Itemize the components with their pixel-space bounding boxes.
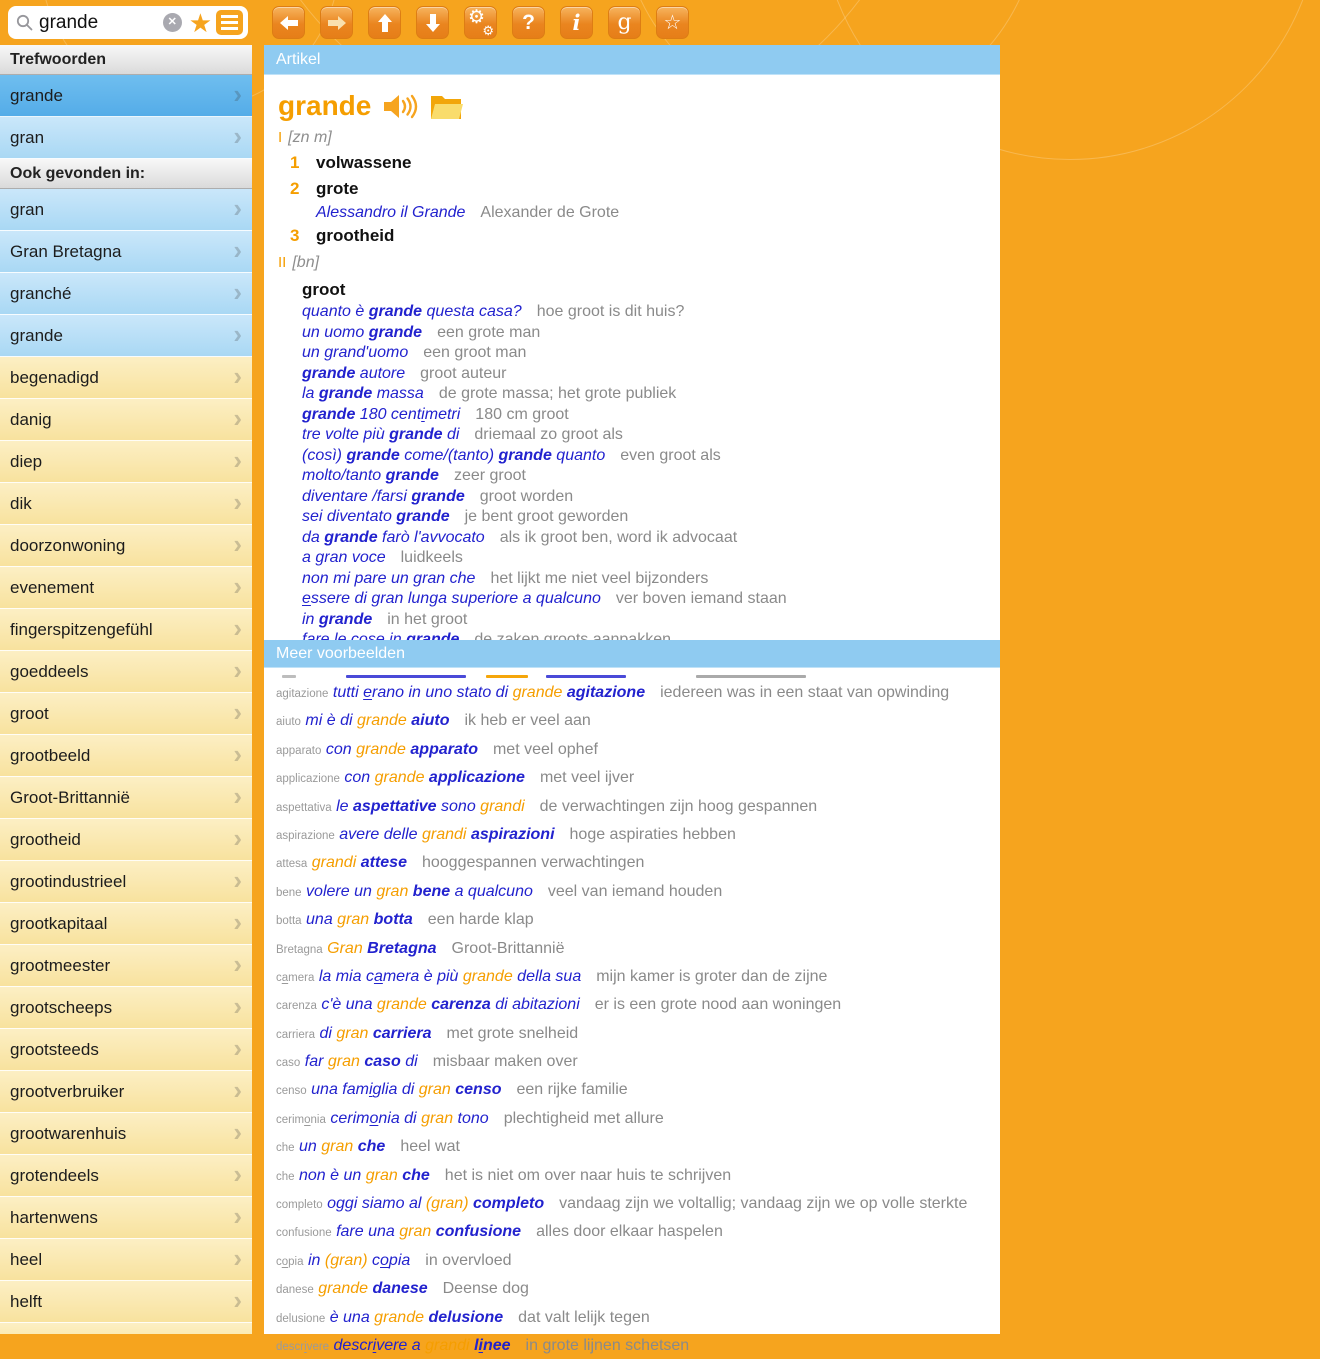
more-examples-panel (264, 640, 1000, 1354)
chevron-right-icon: › (233, 949, 242, 979)
article-panel (264, 45, 1000, 640)
more-example-row: botta una gran botta een harde klap (276, 911, 534, 929)
info-icon: i (572, 10, 581, 35)
clipped-example-row (276, 672, 986, 681)
example-translation: Deense dog (442, 1280, 529, 1298)
chevron-right-icon: › (233, 277, 242, 307)
chevron-right-icon: › (233, 613, 242, 643)
sense-item (278, 150, 990, 176)
arrow-right-icon (327, 15, 347, 31)
example-translation: hooggespannen verwachtingen (421, 854, 645, 872)
star-outline-icon: ☆ (663, 12, 682, 34)
results-sidebar (0, 45, 252, 1334)
sidebar-item-evenement[interactable] (0, 567, 252, 609)
chevron-right-icon: › (233, 697, 242, 727)
next-entry-button[interactable] (416, 6, 449, 39)
example-translation: 180 cm groot (475, 405, 569, 423)
sense-number: 1 (290, 153, 300, 172)
sidebar-item-gran[interactable] (0, 189, 252, 231)
example-translation: iedereen was in een staat van opwinding (660, 684, 950, 701)
more-example-row: apparato con grande apparato met veel ophef (276, 740, 598, 758)
sense-example: Alessandro il Grande Alexander de Grote (316, 204, 620, 221)
clear-search-icon[interactable]: ✕ (163, 13, 182, 32)
example-translation: een groot man (423, 344, 527, 361)
more-example-row: Bretagna Gran Bretagna Groot-Brittannië (276, 939, 565, 957)
sense-item (278, 176, 990, 202)
sidebar-item-label: Groot-Brittannië (10, 788, 130, 807)
example-translation: Groot-Brittannië (451, 939, 565, 957)
sidebar-item-grande[interactable] (0, 315, 252, 357)
example-translation: dat valt lelijk tegen (518, 1308, 650, 1326)
chevron-right-icon: › (233, 823, 242, 853)
help-button[interactable] (512, 6, 545, 39)
example-translation: een grote man (437, 323, 541, 341)
example-translation: het is niet om over naar huis te schrijven (444, 1166, 732, 1184)
chevron-right-icon: › (233, 865, 242, 895)
more-example-row: confusione fare una gran confusione alles door elkaar haspelen (276, 1223, 723, 1241)
chevron-right-icon: › (233, 781, 242, 811)
sidebar-item-label: begenadigd (10, 368, 99, 387)
gear-icon: ⚙ (482, 23, 494, 38)
sidebar-item-label: gran (10, 128, 45, 147)
chevron-right-icon: › (233, 79, 242, 109)
example-translation: in grote lijnen schetsen (525, 1336, 690, 1354)
sidebar-item-grootverbruiker[interactable] (0, 1071, 252, 1113)
example-translation: een harde klap (427, 911, 534, 929)
more-example-row: copia in (gran) copia in overvloed (276, 1251, 512, 1269)
example-translation: plechtigheid met allure (503, 1109, 664, 1127)
chevron-right-icon: › (233, 319, 242, 349)
search-field[interactable] (8, 6, 248, 39)
sense-number: 3 (290, 226, 300, 245)
word-list-button[interactable] (216, 10, 243, 35)
example-line: un uomo grande een grote man (302, 323, 541, 341)
sidebar-item-label: grootbeeld (10, 746, 91, 765)
example-translation: met grote snelheid (446, 1024, 579, 1042)
sidebar-item-label: Gran Bretagna (10, 242, 122, 261)
example-line: diventare /farsi grande groot worden (302, 487, 574, 505)
sidebar-item-label: grootheid (10, 830, 81, 849)
more-example-row: completo oggi siamo al (gran) completo vandaag zijn we voltallig; vandaag zijn we op volle sterkte (276, 1195, 968, 1213)
sidebar-section-header: Trefwoorden (0, 45, 252, 75)
example-line: non mi pare un gran che het lijkt me niet veel bijzonders (302, 569, 709, 587)
sidebar-item-label: grootkapitaal (10, 914, 108, 933)
example-translation: even groot als (620, 446, 721, 464)
sense-item (278, 223, 990, 249)
headword: grande (278, 90, 372, 121)
navigation-toolbar (272, 6, 689, 39)
example-translation: veel van iemand houden (547, 882, 723, 900)
g-icon: g (617, 10, 632, 35)
sidebar-item-label: hartenwens (10, 1208, 98, 1227)
more-example-row: aspirazione avere delle grandi aspirazioni hoge aspiraties hebben (276, 825, 736, 843)
sense-label: volwassene (316, 153, 412, 172)
chevron-right-icon: › (233, 487, 242, 517)
chevron-right-icon: › (233, 991, 242, 1021)
chevron-right-icon: › (233, 655, 242, 685)
example-translation: luidkeels (400, 549, 463, 566)
sidebar-item-danig[interactable] (0, 399, 252, 441)
sidebar-item-label: evenement (10, 578, 95, 597)
adjective-sense-label: groot (302, 280, 346, 299)
more-example-row: cerimonia cerimonia di gran tono plechtigheid met allure (276, 1109, 664, 1127)
sidebar-item-label: grootsteeds (10, 1040, 99, 1059)
add-favorite-button[interactable] (656, 6, 689, 39)
example-line: grande 180 centimetri 180 cm groot (302, 405, 569, 423)
example-translation: mijn kamer is groter dan de zijne (596, 967, 828, 985)
example-line: da grande farò l'avvocato als ik groot ben, word ik advocaat (302, 528, 738, 546)
noun-senses (278, 150, 990, 249)
sidebar-item-goeddeels[interactable] (0, 651, 252, 693)
sidebar-item-label: grootverbruiker (10, 1082, 125, 1101)
sense-number: 2 (290, 179, 300, 198)
example-line: a gran voce luidkeels (302, 549, 463, 566)
sidebar-item-begenadigd[interactable] (0, 357, 252, 399)
more-example-row: attesa grandi attese hooggespannen verwachtingen (276, 854, 645, 872)
example-translation: met veel ophef (492, 740, 598, 758)
chevron-right-icon: › (233, 529, 242, 559)
sidebar-item-label: grootwarenhuis (10, 1124, 127, 1143)
search-icon (16, 14, 33, 31)
more-examples-title: Meer voorbeelden (264, 640, 1000, 668)
example-translation: met veel ijver (539, 769, 635, 787)
example-translation: de verwachtingen zijn hoog gespannen (539, 797, 818, 815)
pos-roman: II (278, 254, 287, 271)
chevron-right-icon: › (233, 1159, 242, 1189)
sidebar-item-label: grande (10, 86, 63, 105)
more-example-row: delusione è una grande delusione dat valt lelijk tegen (276, 1308, 650, 1326)
chevron-right-icon: › (233, 571, 242, 601)
more-example-row: che un gran che heel wat (276, 1138, 460, 1156)
example-line: grande autore groot auteur (302, 364, 507, 382)
sidebar-item-grootsteeds[interactable] (0, 1029, 252, 1071)
back-button[interactable] (272, 6, 305, 39)
sense-label: grote (316, 179, 359, 198)
pos-tag: [zn m] (288, 129, 332, 146)
example-translation: misbaar maken over (432, 1053, 578, 1071)
example-translation: groot auteur (420, 364, 507, 382)
sidebar-item-label: grootmeester (10, 956, 111, 975)
arrow-down-icon (425, 13, 441, 33)
chevron-right-icon: › (233, 121, 242, 151)
example-translation: heel wat (400, 1138, 460, 1156)
info-button[interactable] (560, 6, 593, 39)
sidebar-item-doorzonwoning[interactable] (0, 525, 252, 567)
sidebar-item-label: grotendeels (10, 1166, 99, 1185)
chevron-right-icon: › (233, 1117, 242, 1147)
sidebar-item-label: granché (10, 284, 72, 303)
example-translation: alles door elkaar haspelen (536, 1223, 723, 1241)
more-example-row: censo una famiglia di gran censo een rijke familie (276, 1081, 628, 1099)
sidebar-item-grootwarenhuis[interactable] (0, 1113, 252, 1155)
example-translation: hoe groot is dit huis? (536, 303, 685, 320)
pronunciation-speaker-icon[interactable] (383, 93, 417, 120)
sidebar-item-dik[interactable] (0, 483, 252, 525)
example-translation: in overvloed (425, 1251, 512, 1269)
example-translation: je bent groot geworden (464, 508, 629, 525)
sidebar-section-header: Ook gevonden in: (0, 159, 252, 189)
example-translation: vandaag zijn we voltallig; vandaag zijn we op volle sterkte (559, 1195, 968, 1213)
google-search-button[interactable] (608, 6, 641, 39)
example-translation: ver boven iemand staan (615, 590, 787, 607)
part-of-speech (278, 129, 990, 150)
sidebar-item-groot-brittanni-[interactable] (0, 777, 252, 819)
chevron-right-icon: › (233, 1033, 242, 1063)
example-translation: hoge aspiraties hebben (569, 825, 736, 843)
folder-icon[interactable] (429, 92, 465, 121)
example-translation: zeer groot (453, 467, 526, 484)
example-translation: een rijke familie (516, 1081, 628, 1099)
more-example-row: caso far gran caso di misbaar maken over (276, 1053, 578, 1071)
favorite-star-icon[interactable]: ★ (188, 7, 212, 38)
example-translation: Alexander de Grote (480, 204, 620, 221)
more-example-row: applicazione con grande applicazione met veel ijver (276, 769, 635, 787)
sidebar-item-label: goeddeels (10, 662, 89, 681)
example-line: sei diventato grande je bent groot geworden (302, 508, 629, 525)
sidebar-item-partial[interactable] (0, 1323, 252, 1334)
sidebar-item-heel[interactable] (0, 1239, 252, 1281)
example-line: tre volte più grande di driemaal zo groot als (302, 426, 623, 443)
sidebar-item-grootmeester[interactable] (0, 945, 252, 987)
forward-button[interactable] (320, 6, 353, 39)
chevron-right-icon: › (233, 1243, 242, 1273)
article-content (264, 75, 1000, 640)
sidebar-item-grootkapitaal[interactable] (0, 903, 252, 945)
article-panel-title: Artikel (264, 45, 1000, 75)
sidebar-item-label: grootindustrieel (10, 872, 127, 891)
example-translation: in het groot (387, 610, 468, 628)
chevron-right-icon: › (233, 403, 242, 433)
sidebar-item-grootindustrieel[interactable] (0, 861, 252, 903)
sidebar-item-granch-[interactable] (0, 273, 252, 315)
sidebar-item-grootheid[interactable] (0, 819, 252, 861)
more-example-row: carenza c'è una grande carenza di abitazioni er is een grote nood aan woningen (276, 996, 842, 1014)
sidebar-item-label: doorzonwoning (10, 536, 126, 555)
settings-button[interactable] (464, 6, 497, 39)
sidebar-item-gran-bretagna[interactable] (0, 231, 252, 273)
sidebar-item-label: heel (10, 1250, 43, 1269)
example-translation: groot worden (479, 487, 574, 505)
sidebar-item-label: danig (10, 410, 52, 429)
example-line: la grande massa de grote massa; het grote publiek (302, 385, 677, 402)
top-toolbar (0, 0, 1000, 45)
sidebar-item-diep[interactable] (0, 441, 252, 483)
example-translation: het lijkt me niet veel bijzonders (490, 569, 709, 587)
previous-entry-button[interactable] (368, 6, 401, 39)
sidebar-item-hartenwens[interactable] (0, 1197, 252, 1239)
sidebar-item-groot[interactable] (0, 693, 252, 735)
chevron-right-icon: › (233, 445, 242, 475)
example-line: un grand'uomo een groot man (302, 344, 527, 361)
example-translation: ik heb er veel aan (464, 712, 591, 730)
sidebar-item-label: grande (10, 326, 63, 345)
help-icon: ? (522, 10, 535, 34)
pos-tag: [bn] (292, 254, 320, 271)
arrow-up-icon (377, 13, 393, 33)
chevron-right-icon: › (233, 193, 242, 223)
sidebar-item-label: dik (10, 494, 32, 513)
gear-icon: ⚙ (468, 7, 486, 28)
sidebar-item-fingerspitzengef-hl[interactable] (0, 609, 252, 651)
example-translation: de grote massa; het grote publiek (438, 385, 677, 402)
more-examples-content (264, 668, 1000, 1354)
sidebar-item-label: fingerspitzengefühl (10, 620, 153, 639)
example-line: in grande in het groot (302, 610, 468, 628)
more-example-row: carriera di gran carriera met grote snelheid (276, 1024, 579, 1042)
sidebar-item-label: gran (10, 200, 45, 219)
more-example-row: che non è un gran che het is niet om over naar huis te schrijven (276, 1166, 732, 1184)
pos-roman: I (278, 129, 283, 146)
list-icon (221, 15, 238, 30)
search-input[interactable] (39, 12, 163, 34)
chevron-right-icon: › (233, 1075, 242, 1105)
chevron-right-icon: › (233, 907, 242, 937)
sidebar-item-grootbeeld[interactable] (0, 735, 252, 777)
adjective-examples (278, 302, 990, 651)
more-example-row: aspettativa le aspettative sono grandi de verwachtingen zijn hoog gespannen (276, 797, 818, 815)
more-example-row: bene volere un gran bene a qualcuno veel van iemand houden (276, 882, 723, 900)
example-translation: er is een grote nood aan woningen (594, 996, 842, 1014)
sidebar-item-grande[interactable] (0, 75, 252, 117)
example-line: quanto è grande questa casa? hoe groot is dit huis? (302, 303, 685, 320)
example-translation: als ik groot ben, word ik advocaat (499, 528, 738, 546)
sidebar-item-label: helft (10, 1292, 43, 1311)
example-translation: driemaal zo groot als (474, 426, 623, 443)
chevron-right-icon: › (233, 739, 242, 769)
more-example-row: descrivere descrivere a grandi linee in grote lijnen schetsen (276, 1336, 690, 1354)
sense-label: grootheid (316, 226, 395, 245)
example-line: essere di gran lunga superiore a qualcuno ver boven iemand staan (302, 590, 787, 607)
more-example-row: aiuto mi è di grande aiuto ik heb er veel aan (276, 712, 591, 730)
example-line: molto/tanto grande zeer groot (302, 467, 526, 484)
chevron-right-icon: › (233, 1201, 242, 1231)
sidebar-item-helft[interactable] (0, 1281, 252, 1323)
sidebar-item-grotendeels[interactable] (0, 1155, 252, 1197)
sidebar-item-grootscheeps[interactable] (0, 987, 252, 1029)
more-example-row: agitazione tutti erano in uno stato di grande agitazione iedereen was in een staat van opwinding (276, 684, 950, 701)
part-of-speech (278, 254, 990, 275)
more-example-row: danese grande danese Deense dog (276, 1280, 529, 1298)
more-example-row: camera la mia camera è più grande della sua mijn kamer is groter dan de zijne (276, 967, 828, 985)
sidebar-item-label: grootscheeps (10, 998, 113, 1017)
sidebar-item-label: diep (10, 452, 43, 471)
sidebar-item-gran[interactable] (0, 117, 252, 159)
arrow-left-icon (279, 15, 299, 31)
chevron-right-icon: › (233, 361, 242, 391)
chevron-right-icon: › (233, 1285, 242, 1315)
chevron-right-icon: › (233, 235, 242, 265)
example-line: (così) grande come/(tanto) grande quanto even groot als (302, 446, 721, 464)
sidebar-item-label: groot (10, 704, 49, 723)
